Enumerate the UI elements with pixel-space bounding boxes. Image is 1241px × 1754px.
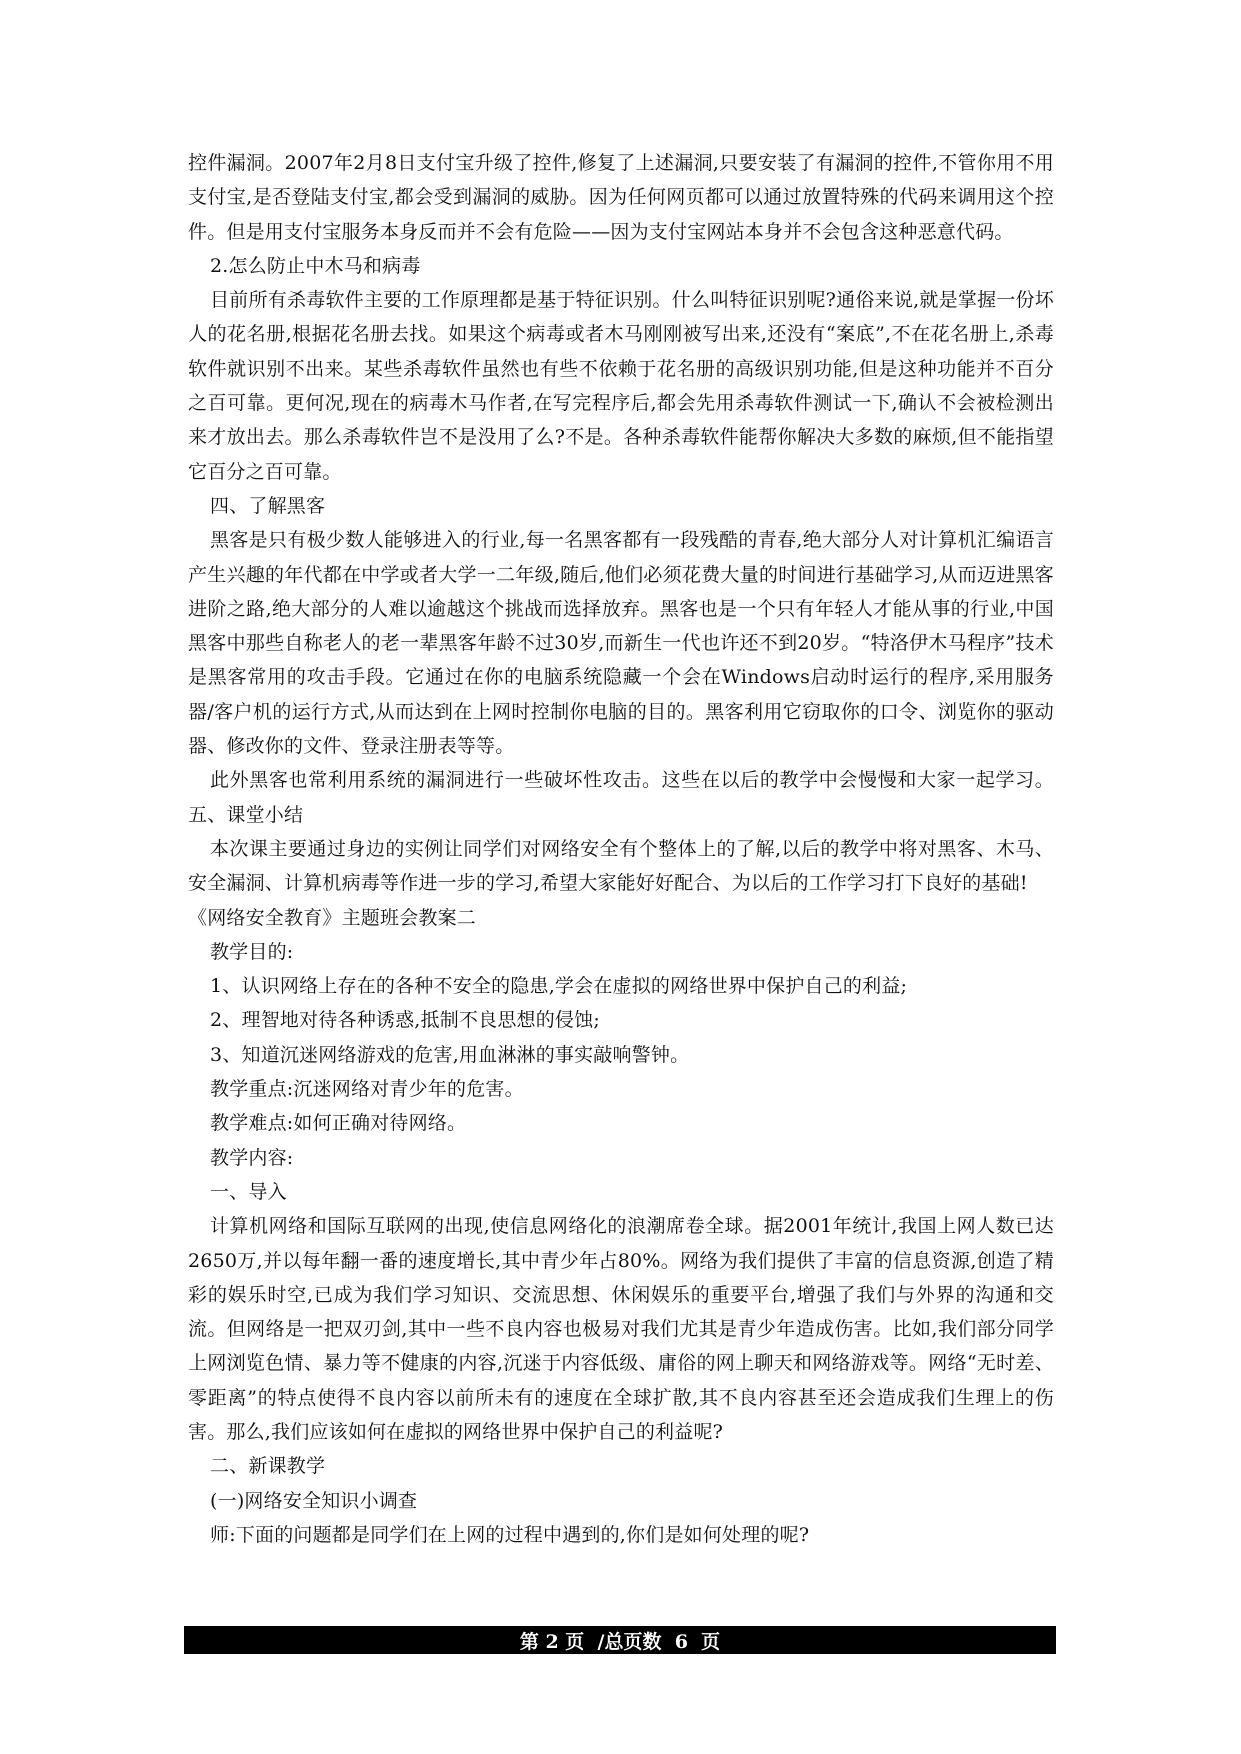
paragraph: 计算机网络和国际互联网的出现,使信息网络化的浪潮席卷全球。据2001年统计,我国上网人数已达2650万,并以每年翻一番的速度增长,其中青少年占80%。网络为我们提供了丰富的信息资源,创造了精彩的娱乐时空,已成为我们学习知识、交流思想、休闲娱乐的重要平台,增强了我们与外界的沟通和交流。但网络是一把双刃剑,其中一些不良内容也极易对我们尤其是青少年造成伤害。比如,我们部分同学上网浏览色情、暴力等不健康的内容,沉迷于内容低级、庸俗的网上聊天和网络游戏等。网络“无时差、零距离”的特点使得不良内容以前所未有的速度在全球扩散,其不良内容甚至还会造成我们生理上的伤害。那么,我们应该如何在虚拟的网络世界中保护自己的利益呢? — [188, 1215, 1054, 1443]
page-footer — [184, 1626, 1056, 1654]
paragraph: 本次课主要通过身边的实例让同学们对网络安全有个整体上的了解,以后的教学中将对黑客、木马、安全漏洞、计算机病毒等作进一步的学习,希望大家能好好配合、为以后的工作学习打下良好的基础! — [188, 837, 1054, 895]
list-item: 1、认识网络上存在的各种不安全的隐患,学会在虚拟的网络世界中保护自己的利益; — [210, 975, 908, 998]
list-item: 3、知道沉迷网络游戏的危害,用血淋淋的事实敲响警钟。 — [210, 1043, 690, 1066]
section-heading: 二、新课教学 — [210, 1455, 326, 1478]
paragraph: 黑客是只有极少数人能够进入的行业,每一名黑客都有一段残酷的青春,绝大部分人对计算机汇编语言产生兴趣的年代都在中学或者大学一二年级,随后,他们必须花费大量的时间进行基础学习,从而迈进黑客进阶之路,绝大部分的人难以逾越这个挑战而选择放弃。黑客也是一个只有年轻人才能从事的行业,中国黑客中那些自称老人的老一辈黑客年龄不过30岁,而新生一代也许还不到20岁。“特洛伊木马程序”技术是黑客常用的攻击手段。它通过在你的电脑系统隐藏一个会在Windows启动时运行的程序,采用服务器/客户机的运行方式,从而达到在上网时控制你电脑的目的。黑客利用它窃取你的口令、浏览你的驱动器、修改你的文件、登录注册表等等。 — [188, 529, 1054, 758]
section-heading: 一、导入 — [210, 1180, 287, 1203]
document-body — [188, 146, 1054, 1552]
paragraph: 控件漏洞。2007年2月8日支付宝升级了控件,修复了上述漏洞,只要安装了有漏洞的控件,不管你用不用支付宝,是否登陆支付宝,都会受到漏洞的威胁。因为任何网页都可以通过放置特殊的代码来调用这个控件。但是用支付宝服务本身反而并不会有危险——因为支付宝网站本身并不会包含这种恶意代码。 — [188, 152, 1054, 243]
paragraph: 师:下面的问题都是同学们在上网的过程中遇到的,你们是如何处理的呢? — [210, 1523, 810, 1546]
section-heading: (一)网络安全知识小调查 — [210, 1489, 418, 1512]
paragraph: 教学重点:沉迷网络对青少年的危害。 — [210, 1078, 524, 1101]
document-title: 《网络安全教育》主题班会教案二 — [188, 906, 477, 929]
page-number-label: 第 2 页 /总页数 6 页 — [519, 1630, 721, 1653]
paragraph: 教学难点:如何正确对待网络。 — [210, 1112, 467, 1135]
paragraph: 此外黑客也常利用系统的漏洞进行一些破坏性攻击。这些在以后的教学中会慢慢和大家一起学习。五、课堂小结 — [188, 769, 1054, 826]
section-heading: 2.怎么防止中木马和病毒 — [210, 254, 421, 277]
section-heading: 教学目的: — [210, 940, 294, 963]
section-heading: 四、了解黑客 — [210, 494, 326, 517]
section-heading: 教学内容: — [210, 1146, 294, 1169]
paragraph: 目前所有杀毒软件主要的工作原理都是基于特征识别。什么叫特征识别呢?通俗来说,就是掌握一份坏人的花名册,根据花名册去找。如果这个病毒或者木马刚刚被写出来,还没有“案底”,不在花名册上,杀毒软件就识别不出来。某些杀毒软件虽然也有些不依赖于花名册的高级识别功能,但是这种功能并不百分之百可靠。更何况,现在的病毒木马作者,在写完程序后,都会先用杀毒软件测试一下,确认不会被检测出来才放出去。那么杀毒软件岂不是没用了么?不是。各种杀毒软件能帮你解决大多数的麻烦,但不能指望它百分之百可靠。 — [188, 289, 1054, 483]
list-item: 2、理智地对待各种诱惑,抵制不良思想的侵蚀; — [210, 1009, 600, 1032]
